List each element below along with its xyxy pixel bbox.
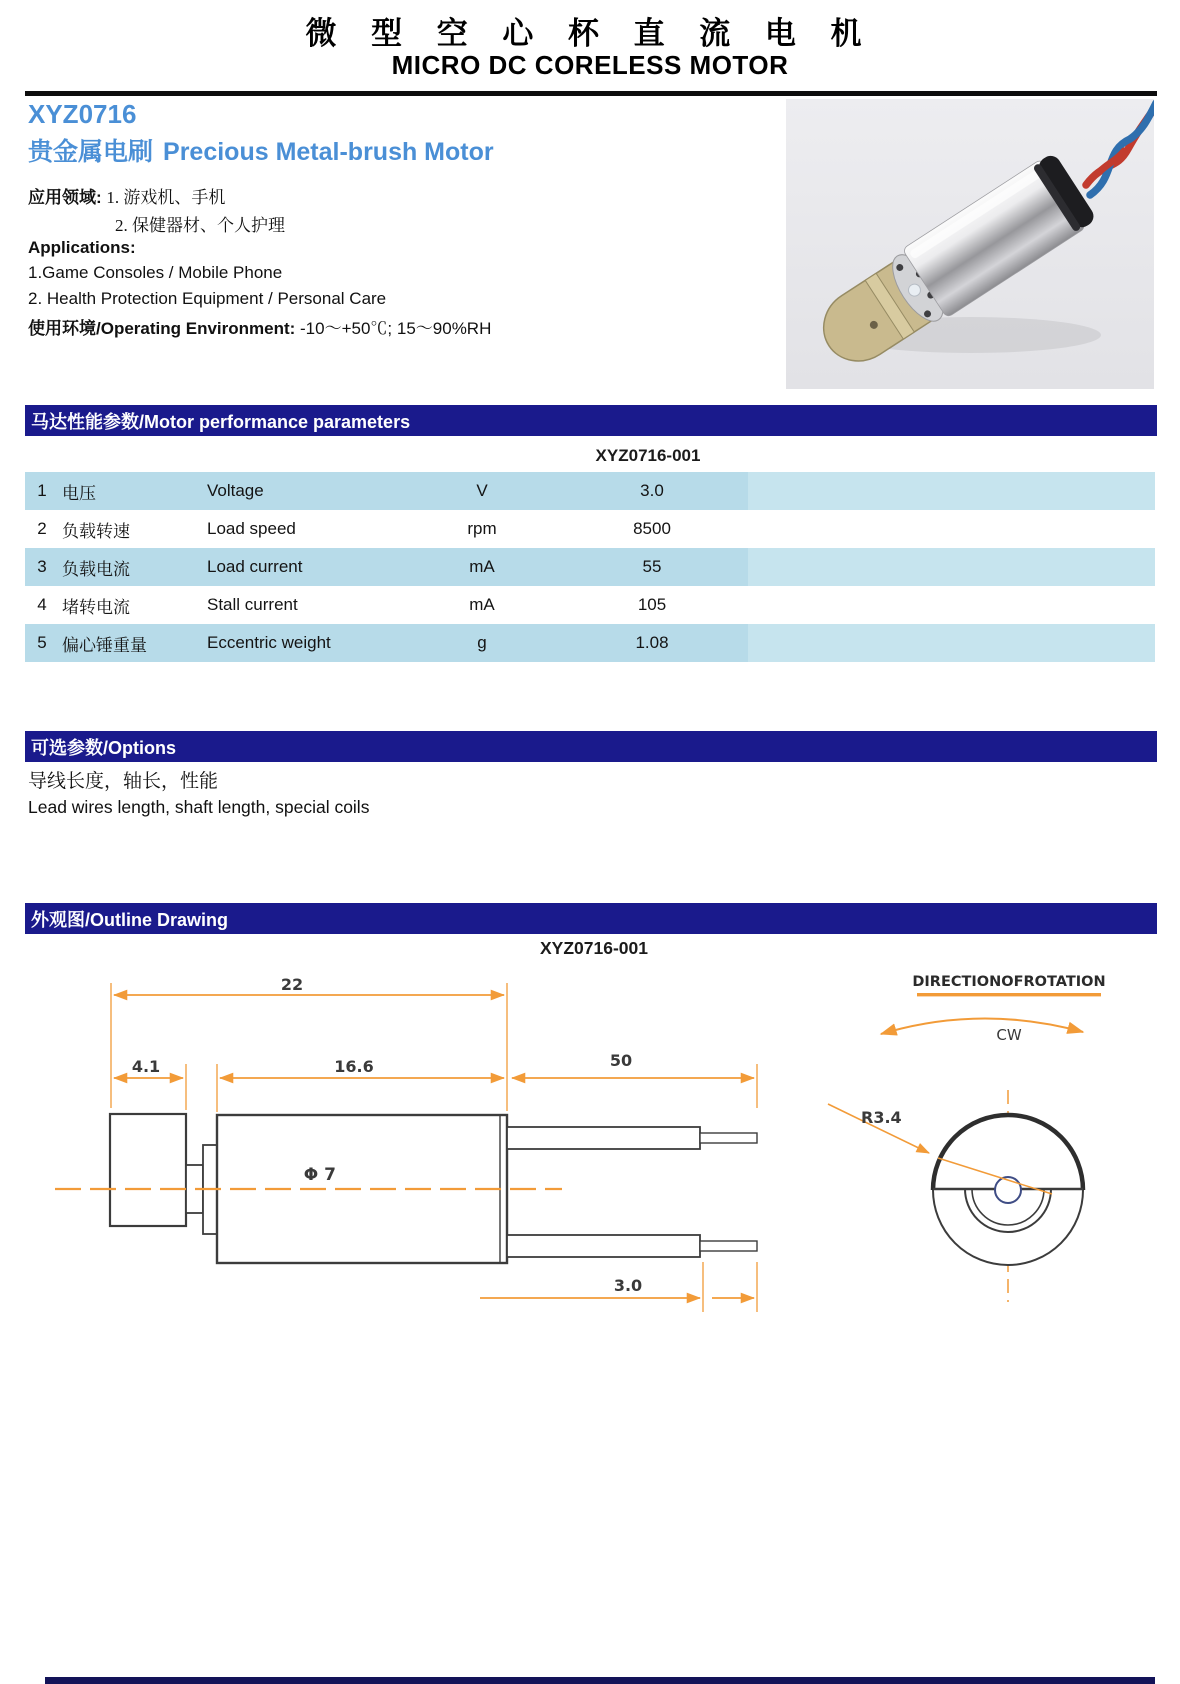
table-row bbox=[25, 624, 1155, 662]
options-line-cn: 导线长度，轴长，性能 bbox=[28, 771, 219, 792]
param-name-cn: 负载电流 bbox=[62, 559, 130, 579]
table-row bbox=[25, 510, 1155, 548]
page-title-chinese: 微 型 空 心 杯 直 流 电 机 bbox=[305, 16, 875, 51]
table-row bbox=[25, 472, 1155, 510]
dim-label-3-0: 3.0 bbox=[613, 1276, 643, 1295]
applications-cn-item-2: 2. 保健器材、个人护理 bbox=[115, 216, 285, 235]
options-line-en: Lead wires length, shaft length, special coils bbox=[28, 797, 370, 817]
param-unit: mA bbox=[469, 557, 495, 576]
row-number: 5 bbox=[37, 633, 47, 652]
param-unit: rpm bbox=[467, 519, 497, 538]
param-unit: g bbox=[477, 633, 487, 652]
product-photo bbox=[786, 99, 1154, 389]
param-value: 55 bbox=[642, 557, 662, 576]
rotation-underline bbox=[917, 993, 1101, 996]
row-number: 2 bbox=[37, 519, 47, 538]
row-number: 1 bbox=[37, 481, 47, 500]
param-name-en: Voltage bbox=[207, 481, 264, 500]
weight-side-view bbox=[110, 1114, 186, 1226]
page-title-english: MICRO DC CORELESS MOTOR bbox=[391, 50, 789, 80]
param-value: 105 bbox=[637, 595, 667, 614]
outline-drawing bbox=[0, 940, 1180, 1370]
operating-environment-line bbox=[28, 314, 491, 339]
rotation-indicator bbox=[881, 993, 1101, 1034]
title-divider bbox=[25, 91, 1157, 96]
applications-label-cn: 应用领域: bbox=[28, 188, 102, 207]
motor-photo-illustration bbox=[786, 99, 1154, 389]
section-header-options: 可选参数/Options bbox=[25, 731, 1157, 762]
param-name-cn: 偏心锤重量 bbox=[62, 635, 147, 655]
applications-cn-item-1: 1. 游戏机、手机 bbox=[106, 188, 226, 207]
table-row bbox=[25, 548, 1155, 586]
param-name-cn: 堵转电流 bbox=[62, 597, 130, 617]
product-subtitle bbox=[28, 132, 494, 168]
rotation-title: DIRECTIONOFROTATION bbox=[912, 974, 1106, 990]
lead-top bbox=[507, 1127, 700, 1149]
dim-label-diameter: Φ 7 bbox=[303, 1165, 336, 1185]
page-footer-bar bbox=[45, 1677, 1155, 1684]
param-name-cn: 负载转速 bbox=[62, 521, 130, 541]
param-name-en: Stall current bbox=[207, 595, 298, 614]
dim-label-50: 50 bbox=[609, 1051, 633, 1070]
operating-environment-value: -10～+50℃; 15～90%RH bbox=[295, 319, 492, 338]
applications-line-cn bbox=[28, 185, 225, 211]
applications-label-en: Applications: bbox=[28, 238, 136, 257]
lead-tip-top bbox=[700, 1133, 757, 1143]
section-header-performance: 马达性能参数/Motor performance parameters bbox=[25, 405, 1157, 436]
dim-label-4-1: 4.1 bbox=[131, 1057, 161, 1076]
rotation-direction-label: CW bbox=[996, 1026, 1022, 1044]
param-name-en: Load speed bbox=[207, 519, 296, 538]
table-column-header: XYZ0716-001 bbox=[595, 446, 701, 465]
param-name-en: Eccentric weight bbox=[207, 633, 331, 652]
param-value: 3.0 bbox=[640, 481, 664, 500]
operating-environment-label: 使用环境/Operating Environment: bbox=[28, 319, 296, 338]
param-unit: V bbox=[476, 481, 488, 500]
row-number: 4 bbox=[37, 595, 47, 614]
subtitle-english: Precious Metal-brush Motor bbox=[163, 138, 494, 166]
param-name-en: Load current bbox=[207, 557, 303, 576]
lead-bottom bbox=[507, 1235, 700, 1257]
applications-en-item-1: 1.Game Consoles / Mobile Phone bbox=[28, 263, 283, 282]
model-number: XYZ0716 bbox=[28, 99, 137, 129]
table-row bbox=[25, 586, 1155, 624]
param-name-cn: 电压 bbox=[62, 483, 96, 503]
applications-en-item-2: 2. Health Protection Equipment / Personal Care bbox=[28, 289, 387, 308]
param-value: 1.08 bbox=[635, 633, 669, 652]
param-unit: mA bbox=[469, 595, 495, 614]
lead-tip-bottom bbox=[700, 1241, 757, 1251]
outline-model-label: XYZ0716-001 bbox=[540, 938, 648, 958]
dim-label-radius: R3.4 bbox=[861, 1108, 902, 1127]
param-value: 8500 bbox=[633, 519, 671, 538]
dim-label-22: 22 bbox=[280, 975, 304, 994]
row-number: 3 bbox=[37, 557, 47, 576]
dim-label-16-6: 16.6 bbox=[334, 1057, 374, 1076]
section-header-outline: 外观图/Outline Drawing bbox=[25, 903, 1157, 934]
performance-table bbox=[25, 472, 1155, 662]
rotation-arc bbox=[881, 1018, 1083, 1034]
shaft-circle bbox=[995, 1177, 1021, 1203]
subtitle-chinese: 贵金属电刷 bbox=[28, 138, 154, 166]
